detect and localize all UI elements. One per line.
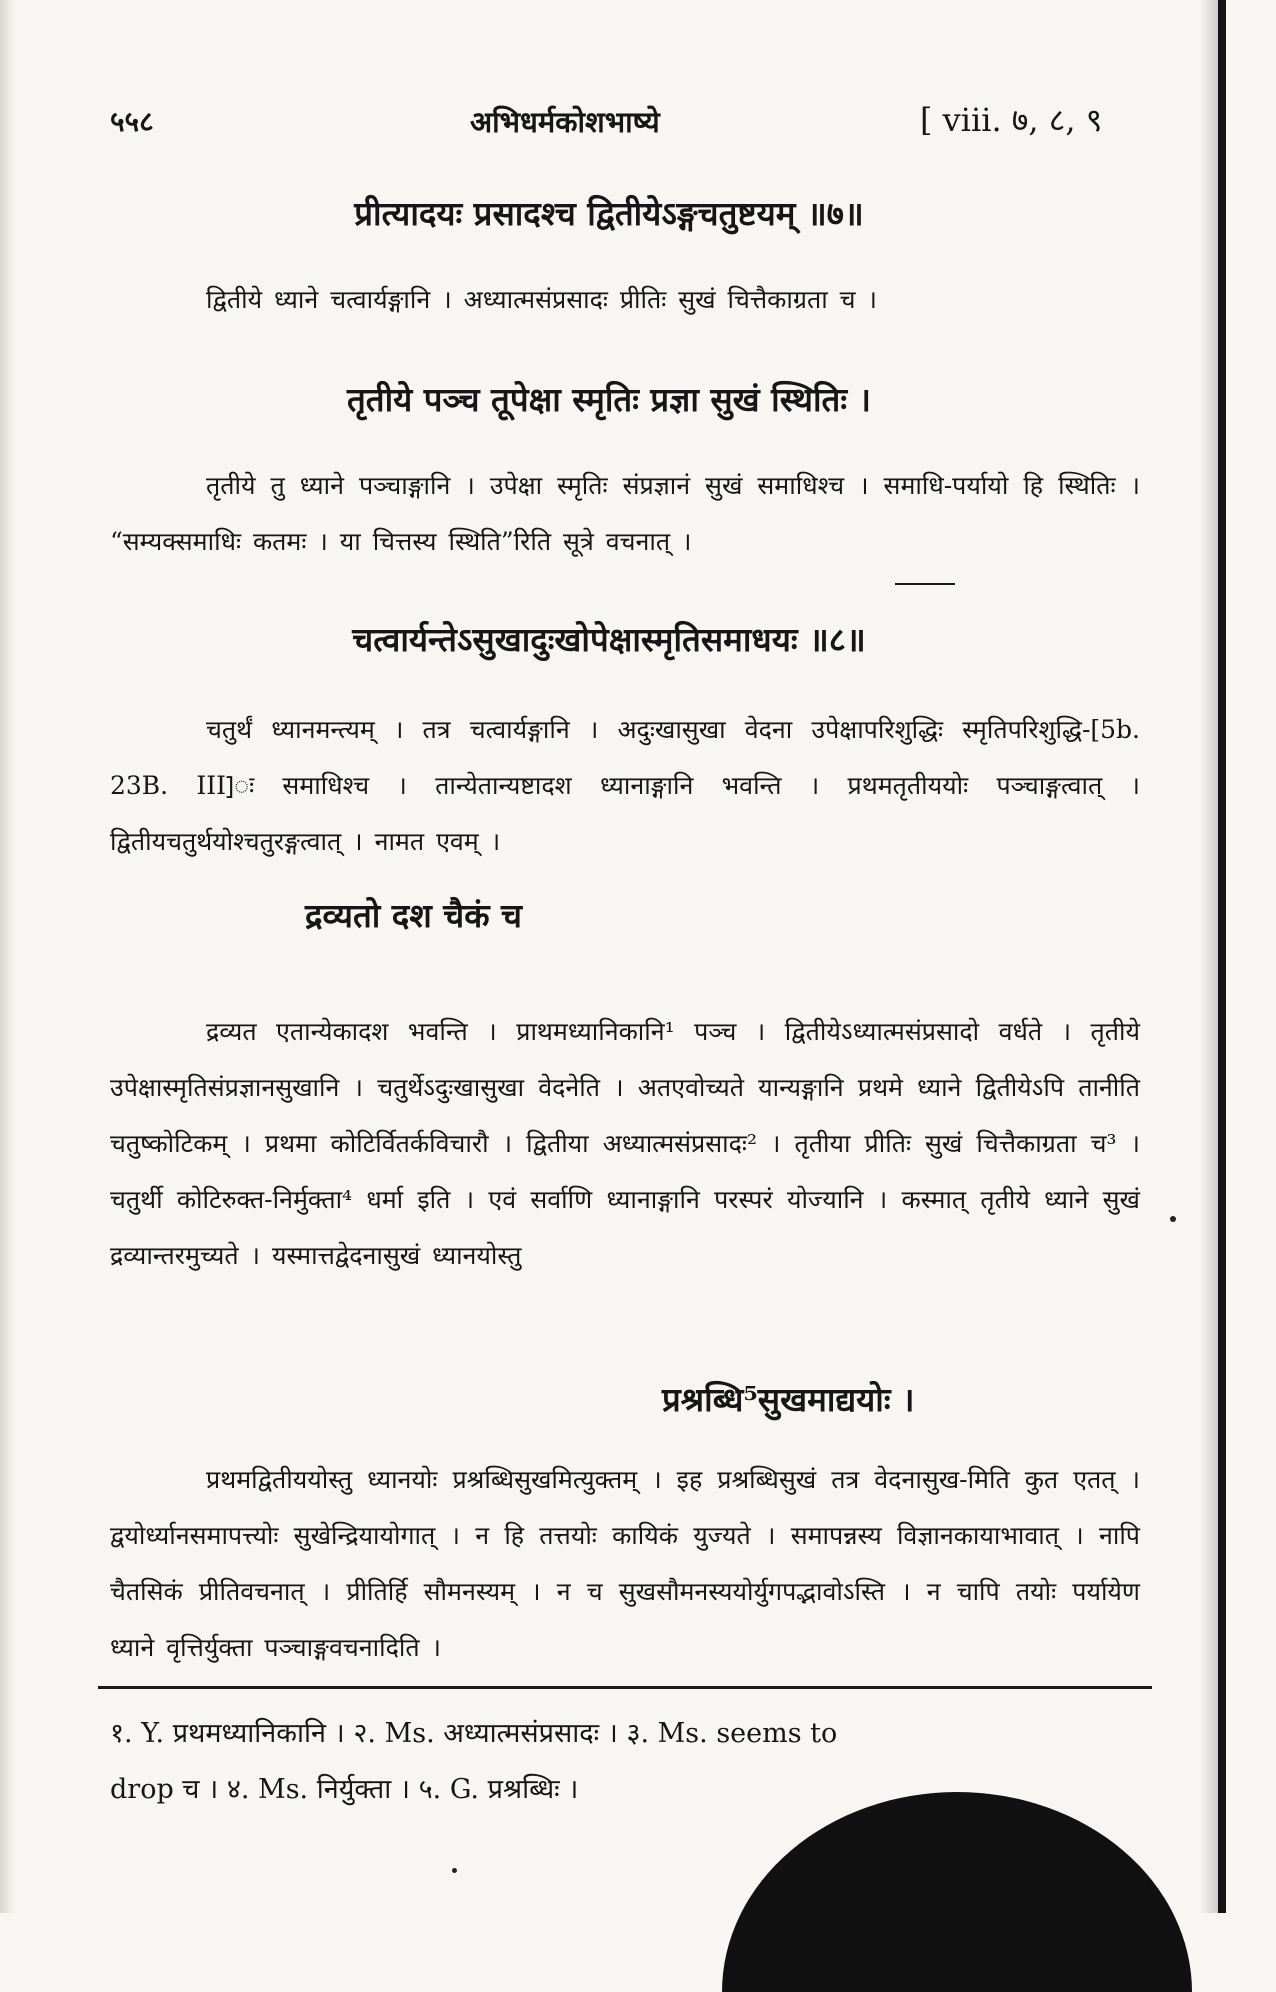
section-reference: [ viii. ७, ८, ९ [920, 101, 1103, 139]
page-left-edge-shadow [0, 0, 16, 1913]
commentary-7 [110, 272, 1140, 328]
scan-speck [1170, 1216, 1176, 1222]
verse-7: प्रीत्यादयः प्रसादश्च द्वितीयेऽङ्गचतुष्टयम् ॥७॥ [354, 194, 864, 233]
page-right-edge [1218, 0, 1226, 1913]
running-title: अभिधर्मकोशभाष्ये [470, 105, 660, 139]
commentary-text: तृतीये तु ध्याने पञ्चाङ्गानि । उपेक्षा स्मृतिः संप्रज्ञानं सुखं समाधिश्च । समाधि-पर्यायो हि स्थितिः । “सम्यक्समाधिः कतमः । या चित्तस्य स्थिति”रिति सूत्रे वचनात् । [110, 471, 1140, 556]
commentary-9a [110, 1004, 1140, 1284]
page-number: ५५८ [110, 105, 154, 138]
page-gutter-shadow [1200, 0, 1218, 1913]
commentary-text: द्रव्यत एतान्येकादश भवन्ति । प्राथमध्यानिकानि¹ पञ्च । द्वितीयेऽध्यात्मसंप्रसादो वर्धते । तृतीये उपेक्षास्मृतिसंप्रज्ञानसुखानि । चतुर्थेऽदुःखासुखा वेदनेति । अतएवोच्यते यान्यङ्गानि प्रथमे ध्याने द्वितीयेऽपि तानीति चतुष्कोटिकम् । प्रथमा कोटिर्वितर्कविचारौ । द्वितीया अध्यात्मसंप्रसादः² । तृतीया प्रीतिः सुखं चित्तैकाग्रता च³ । चतुर्थी कोटिरुक्त-निर्मुक्ता⁴ धर्मा इति । एवं सर्वाणि ध्यानाङ्गानि परस्परं योज्यानि । कस्मात् तृतीये ध्याने सुखं द्रव्यान्तरमुच्यते । यस्मात्तद्वेदनासुखं ध्यानयोस्तु [110, 1017, 1140, 1270]
verse-9b: प्रश्रब्धि⁵सुखमाद्ययोः । [662, 1380, 915, 1419]
footnote-rule [98, 1686, 1152, 1689]
footnote-line: १. Y. प्रथमध्यानिकानि । २. Ms. अध्यात्मसंप्रसादः । ३. Ms. seems to [110, 1718, 838, 1749]
scan-shadow-blob [722, 1792, 1192, 1992]
commentary-8b [110, 702, 1140, 870]
footnotes [110, 1706, 1140, 1818]
commentary-text: प्रथमद्वितीययोस्तु ध्यानयोः प्रश्रब्धिसुखमित्युक्तम् । इह प्रश्रब्धिसुखं तत्र वेदनासुख-मिति कुत एतत् । द्वयोर्ध्यानसमापत्त्योः सुखेन्द्रियायोगात् । न हि तत्तयोः कायिकं युज्यते । समापन्नस्य विज्ञानकायाभावात् । नापि चैतसिकं प्रीतिवचनात् । प्रीतिर्हि सौमनस्यम् । न च सुखसौमनस्ययोर्युगपद्भावोऽस्ति । न चापि तयोः पर्यायेण ध्याने वृत्तिर्युक्ता पञ्चाङ्गवचनादिति । [110, 1465, 1140, 1662]
commentary-8a [110, 458, 1140, 570]
footnote-line: drop च । ४. Ms. निर्युक्ता । ५. G. प्रश्रब्धिः । [110, 1774, 579, 1805]
commentary-9b [110, 1452, 1140, 1676]
commentary-text: चतुर्थं ध्यानमन्त्यम् । तत्र चत्वार्यङ्गानि । अदुःखासुखा वेदना उपेक्षापरिशुद्धिः स्मृतिपरिशुद्धि-[5b. 23B. III]ः समाधिश्च । तान्येतान्यष्टादश ध्यानाङ्गानि भवन्ति । प्रथमतृतीययोः पञ्चाङ्गत्वात् । द्वितीयचतुर्थयोश्चतुरङ्गत्वात् । नामत एवम् । [110, 715, 1140, 856]
verse-9a: द्रव्यतो दश चैकं च [305, 896, 522, 935]
commentary-text: द्वितीये ध्याने चत्वार्यङ्गानि । अध्यात्मसंप्रसादः प्रीतिः सुखं चित्तैकाग्रता च । [206, 285, 877, 314]
verse-8b: चत्वार्यन्तेऽसुखादुःखोपेक्षास्मृतिसमाधयः ॥८॥ [352, 620, 866, 659]
page-header [110, 98, 1150, 150]
underline-mark [895, 583, 955, 585]
scan-speck [452, 1868, 457, 1873]
verse-8a: तृतीये पञ्च तूपेक्षा स्मृतिः प्रज्ञा सुखं स्थितिः । [347, 380, 871, 419]
